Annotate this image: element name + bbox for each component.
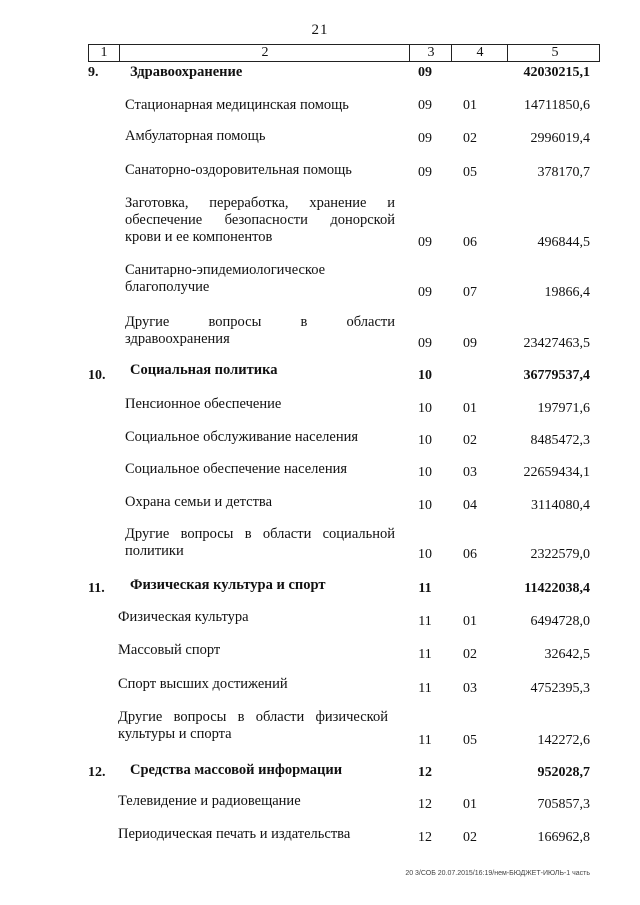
row-subsection-code: 02 (463, 433, 477, 448)
row-subsection-code: 06 (463, 235, 477, 250)
row-amount: 8485472,3 (530, 433, 590, 448)
row-amount: 11422038,4 (524, 581, 590, 596)
header-col-4: 4 (451, 45, 508, 61)
row-name: Санаторно-оздоровительная помощь (125, 162, 352, 178)
row-amount: 2996019,4 (530, 131, 590, 146)
row-subsection-code: 05 (463, 733, 477, 748)
header-col-5: 5 (507, 45, 602, 61)
row-section-code: 09 (418, 65, 432, 80)
row-name: Другие вопросы в области физической культуры и спорта (118, 709, 388, 742)
row-section-code: 12 (418, 830, 432, 845)
row-number: 9. (88, 65, 99, 80)
row-section-code: 11 (418, 647, 432, 662)
row-amount: 2322579,0 (530, 547, 590, 562)
row-amount: 22659434,1 (523, 465, 590, 480)
row-name: Заготовка, переработка, хранение и обеспечение безопасности донорской крови и ее компонентов (125, 195, 395, 245)
row-subsection-code: 01 (463, 797, 477, 812)
table-header (88, 44, 600, 62)
row-name: Другие вопросы в области здравоохранения (125, 314, 395, 347)
row-section-code: 09 (418, 98, 432, 113)
row-section-code: 12 (418, 765, 432, 780)
row-section-code: 09 (418, 131, 432, 146)
row-subsection-code: 01 (463, 614, 477, 629)
row-section-code: 09 (418, 165, 432, 180)
row-amount: 952028,7 (537, 765, 590, 780)
row-amount: 19866,4 (544, 285, 590, 300)
row-subsection-code: 06 (463, 547, 477, 562)
row-subsection-code: 03 (463, 465, 477, 480)
row-section-code: 11 (418, 581, 432, 596)
row-amount: 14711850,6 (524, 98, 590, 113)
row-amount: 166962,8 (537, 830, 590, 845)
row-name: Массовый спорт (118, 642, 221, 658)
row-amount: 705857,3 (537, 797, 590, 812)
row-name: Физическая культура (118, 609, 249, 625)
row-subsection-code: 02 (463, 830, 477, 845)
row-section-code: 10 (418, 401, 432, 416)
row-amount: 142272,6 (537, 733, 590, 748)
row-name: Телевидение и радиовещание (118, 793, 301, 809)
row-section-code: 12 (418, 797, 432, 812)
row-section-code: 11 (418, 733, 432, 748)
page-number: 21 (311, 22, 329, 38)
row-subsection-code: 02 (463, 131, 477, 146)
row-amount: 197971,6 (537, 401, 590, 416)
row-number: 10. (88, 368, 106, 383)
header-col-3: 3 (409, 45, 452, 61)
row-subsection-code: 05 (463, 165, 477, 180)
row-amount: 378170,7 (537, 165, 590, 180)
row-subsection-code: 03 (463, 681, 477, 696)
row-name: Санитарно-эпидемиологическое благополучие (125, 262, 326, 295)
row-name: Пенсионное обеспечение (125, 396, 282, 412)
row-subsection-code: 02 (463, 647, 477, 662)
row-section-code: 11 (418, 681, 432, 696)
row-amount: 6494728,0 (530, 614, 590, 629)
row-name: Периодическая печать и издательства (118, 826, 351, 842)
row-name: Спорт высших достижений (118, 676, 288, 692)
footer-note: 20 3/СОБ 20.07.2015/16:19/нем-БЮДЖЕТ-ИЮЛЬ-1 часть (405, 870, 590, 877)
row-name: Охрана семьи и детства (125, 494, 273, 510)
row-number: 12. (88, 765, 106, 780)
row-section-code: 10 (418, 368, 432, 383)
header-col-2: 2 (119, 45, 410, 61)
row-name: Стационарная медицинская помощь (125, 97, 349, 113)
row-name: Амбулаторная помощь (125, 128, 266, 144)
row-section-code: 11 (418, 614, 432, 629)
row-name: Здравоохранение (130, 64, 243, 80)
row-section-code: 10 (418, 433, 432, 448)
row-amount: 3114080,4 (531, 498, 590, 513)
row-number: 11. (88, 581, 105, 596)
row-name: Средства массовой информации (130, 762, 343, 778)
row-section-code: 09 (418, 235, 432, 250)
row-section-code: 10 (418, 465, 432, 480)
row-subsection-code: 09 (463, 336, 477, 351)
row-amount: 4752395,3 (530, 681, 590, 696)
row-section-code: 09 (418, 285, 432, 300)
row-amount: 23427463,5 (523, 336, 590, 351)
row-section-code: 10 (418, 547, 432, 562)
row-name: Другие вопросы в области социальной политики (125, 526, 395, 559)
row-name: Социальное обеспечение населения (125, 461, 348, 477)
row-name: Социальное обслуживание населения (125, 429, 359, 445)
header-col-1: 1 (100, 45, 108, 60)
row-subsection-code: 01 (463, 401, 477, 416)
row-subsection-code: 04 (463, 498, 477, 513)
row-subsection-code: 01 (463, 98, 477, 113)
row-amount: 36779537,4 (523, 368, 590, 383)
row-amount: 42030215,1 (523, 65, 590, 80)
row-amount: 32642,5 (544, 647, 590, 662)
row-section-code: 09 (418, 336, 432, 351)
row-section-code: 10 (418, 498, 432, 513)
row-amount: 496844,5 (537, 235, 590, 250)
row-subsection-code: 07 (463, 285, 477, 300)
row-name: Социальная политика (130, 362, 278, 378)
row-name: Физическая культура и спорт (130, 577, 326, 593)
